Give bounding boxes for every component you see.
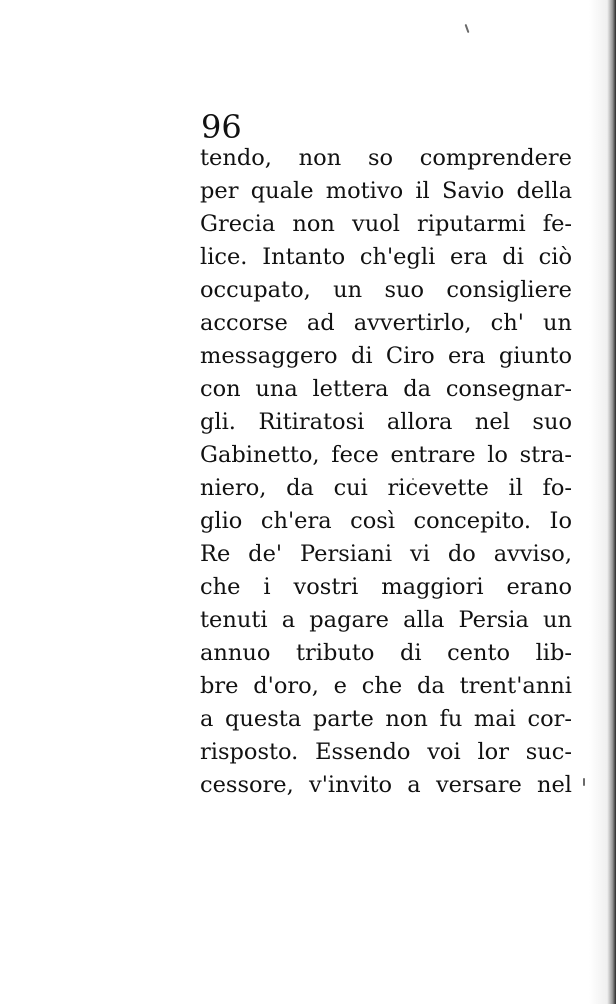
text-line: tenuti a pagare alla Persia un xyxy=(200,607,572,633)
paper-speck xyxy=(465,24,470,33)
text-line: accorse ad avvertirlo, ch' un xyxy=(200,310,572,336)
text-line: annuo tributo di cento lib- xyxy=(200,640,572,666)
text-line: a questa parte non fu mai cor- xyxy=(200,706,572,732)
text-line: risposto. Essendo voi lor suc- xyxy=(200,739,572,765)
text-line: Gabinetto, fece entrare lo stra- xyxy=(200,442,572,468)
text-line: con una lettera da consegnar- xyxy=(200,376,572,402)
text-line: per quale motivo il Savio della xyxy=(200,178,572,204)
page-number: 96 xyxy=(201,108,242,146)
text-line: lice. Intanto ch'egli era di ciò xyxy=(200,244,572,270)
text-line: cessore, v'invito a versare nel xyxy=(200,772,572,798)
text-line: Re de' Persiani vi do avviso, xyxy=(200,541,572,567)
text-line: occupato, un suo consigliere xyxy=(200,277,572,303)
page-edge-shadow xyxy=(589,0,607,1004)
text-line: messaggero di Ciro era giunto xyxy=(200,343,572,369)
text-line: bre d'oro, e che da trent'anni xyxy=(200,673,572,699)
text-line: che i vostri maggiori erano xyxy=(200,574,572,600)
paper-speck xyxy=(583,778,585,786)
page-edge xyxy=(607,0,616,1004)
text-line: glio ch'era così concepito. Io xyxy=(200,508,572,534)
text-line: niero, da cui ricevette il fo- xyxy=(200,475,572,501)
body-text xyxy=(200,142,572,802)
text-line: gli. Ritiratosi allora nel suo xyxy=(200,409,572,435)
text-line: Grecia non vuol riputarmi fe- xyxy=(200,211,572,237)
text-line: tendo, non so comprendere xyxy=(200,145,572,171)
